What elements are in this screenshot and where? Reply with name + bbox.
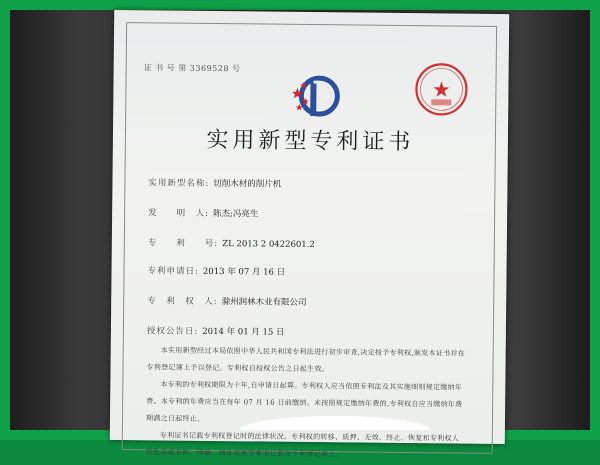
body-paragraph: 专利证书记载专利权登记时的法律状况。专利权的转移、质押、无效、终止、恢复和专利权人的姓名或名称、国籍、地址变更等事项记载在专利登记簿上。 bbox=[145, 431, 460, 459]
certificate-number: 证 书 号 第 3369528 号 bbox=[143, 63, 241, 74]
field-label: 发 明 人: bbox=[148, 208, 210, 219]
field-label: 授权公告日: bbox=[146, 326, 199, 337]
body-paragraph: 本专利的专利权期限为十年,自申请日起算。专利权人应当依照专利法及其实施细则规定缴纳年费。本专利的年费应当在每年 07 月 16 日前缴纳。未按照规定缴纳年费的,专利权自应当缴纳年费期满之日起终止。 bbox=[145, 380, 463, 423]
field-grant-date bbox=[147, 324, 285, 337]
patent-certificate bbox=[110, 10, 509, 459]
certificate-body bbox=[146, 342, 467, 464]
field-patentee bbox=[147, 294, 307, 308]
field-inventor bbox=[148, 206, 258, 219]
field-label: 实用新型名称: bbox=[148, 178, 210, 189]
certificate-title: 实用新型专利证书 bbox=[206, 127, 415, 156]
official-seal bbox=[413, 61, 470, 118]
field-filing-date bbox=[147, 264, 285, 277]
field-label: 专 利 号: bbox=[147, 238, 219, 250]
patent-office-logo bbox=[285, 72, 345, 121]
field-value: 陈杰;冯亮生 bbox=[212, 208, 259, 220]
field-value: 滁州润林木业有限公司 bbox=[221, 297, 307, 308]
field-patent-number bbox=[148, 236, 315, 250]
field-value: 切削木材的削片机 bbox=[213, 178, 282, 190]
photo-backdrop bbox=[10, 10, 590, 459]
field-value: ZL 2013 2 0422601.2 bbox=[222, 239, 315, 251]
field-label: 专 利 权 人: bbox=[147, 296, 218, 308]
field-value: 2014 年 01 月 15 日 bbox=[202, 326, 285, 338]
field-label: 专利申请日: bbox=[147, 266, 199, 277]
field-utility-name bbox=[148, 176, 281, 189]
field-value: 2013 年 07 月 16 日 bbox=[202, 266, 286, 278]
body-paragraph: 本实用新型经过本局依照中华人民共和国专利法进行初步审查,决定授予专利权,颁发本证书并在专利登记簿上予以登记。专利权自授权公告之日起生效。 bbox=[146, 346, 466, 374]
